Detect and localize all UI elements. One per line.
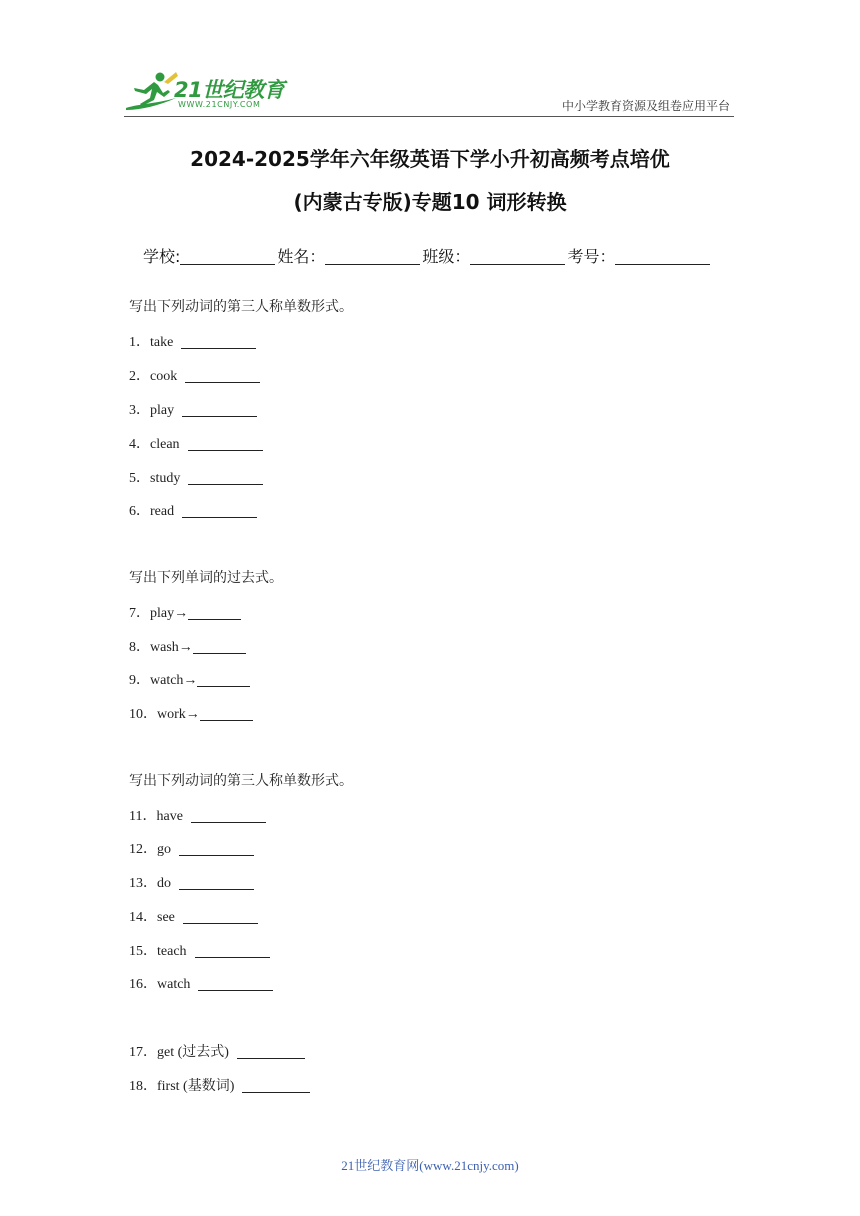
exam-number-blank[interactable] bbox=[615, 248, 710, 265]
answer-blank[interactable] bbox=[181, 334, 256, 349]
question-word: take bbox=[150, 335, 174, 350]
question-word: play→ bbox=[150, 606, 189, 621]
question-item bbox=[129, 602, 241, 622]
logo-text: 21世纪教育 bbox=[174, 78, 285, 102]
question-word: go bbox=[157, 842, 171, 857]
question-item bbox=[129, 500, 257, 520]
answer-blank[interactable] bbox=[179, 875, 254, 890]
answer-blank[interactable] bbox=[191, 808, 266, 823]
answer-blank[interactable] bbox=[198, 976, 273, 991]
question-word: work→ bbox=[157, 707, 200, 722]
class-blank[interactable] bbox=[470, 248, 565, 265]
question-item bbox=[129, 636, 246, 656]
question-number: 13． bbox=[129, 876, 157, 891]
exam-number-label: 考号： bbox=[567, 247, 616, 266]
question-number: 15． bbox=[129, 944, 157, 959]
question-item bbox=[129, 433, 263, 453]
question-item bbox=[129, 872, 254, 892]
platform-tagline: 中小学教育资源及组卷应用平台 bbox=[561, 99, 730, 113]
question-word: teach bbox=[157, 944, 187, 959]
answer-blank[interactable] bbox=[197, 672, 250, 687]
question-number: 2． bbox=[129, 369, 150, 384]
question-number: 17． bbox=[129, 1045, 157, 1060]
question-number: 9． bbox=[129, 673, 150, 688]
question-number: 4． bbox=[129, 437, 150, 452]
question-item bbox=[129, 669, 250, 689]
class-label: 班级： bbox=[422, 247, 471, 266]
section-instruction: 写出下列动词的第三人称单数形式。 bbox=[129, 773, 353, 789]
question-number: 8． bbox=[129, 640, 150, 655]
question-word: watch bbox=[157, 977, 191, 992]
question-number: 18． bbox=[129, 1079, 157, 1094]
question-item bbox=[129, 703, 253, 723]
page-header bbox=[0, 0, 860, 130]
question-number: 10． bbox=[129, 707, 157, 722]
question-number: 16． bbox=[129, 977, 157, 992]
question-item bbox=[129, 467, 263, 487]
logo bbox=[124, 70, 294, 114]
student-info-row bbox=[143, 244, 712, 267]
question-word: read bbox=[150, 504, 175, 519]
question-item bbox=[129, 1041, 305, 1061]
question-word: do bbox=[157, 876, 171, 891]
answer-blank[interactable] bbox=[183, 909, 258, 924]
question-item bbox=[129, 838, 254, 858]
question-number: 6． bbox=[129, 504, 150, 519]
school-label: 学校: bbox=[143, 247, 181, 266]
question-number: 7． bbox=[129, 606, 150, 621]
answer-blank[interactable] bbox=[242, 1078, 310, 1093]
page-title-line2: (内蒙古专版)专题10 词形转换 bbox=[293, 190, 567, 214]
runner-logo-icon bbox=[124, 70, 180, 114]
answer-blank[interactable] bbox=[188, 436, 263, 451]
question-number: 12． bbox=[129, 842, 157, 857]
question-word: get (过去式) bbox=[157, 1045, 229, 1060]
page-footer[interactable]: 21世纪教育网(www.21cnjy.com) bbox=[341, 1158, 519, 1173]
question-item bbox=[129, 331, 256, 351]
question-number: 1． bbox=[129, 335, 150, 350]
question-word: watch→ bbox=[150, 673, 198, 688]
question-number: 11． bbox=[129, 809, 157, 824]
section-instruction: 写出下列单词的过去式。 bbox=[129, 570, 283, 586]
page-title-line1: 2024-2025学年六年级英语下学小升初高频考点培优 bbox=[190, 147, 670, 171]
question-item bbox=[129, 805, 266, 825]
question-number: 5． bbox=[129, 471, 150, 486]
question-item bbox=[129, 399, 257, 419]
question-item bbox=[129, 940, 270, 960]
question-item bbox=[129, 365, 260, 385]
logo-subtext: WWW.21CNJY.COM bbox=[178, 100, 261, 109]
question-word: see bbox=[157, 910, 175, 925]
answer-blank[interactable] bbox=[193, 639, 246, 654]
answer-blank[interactable] bbox=[182, 503, 257, 518]
question-word: first (基数词) bbox=[157, 1079, 235, 1094]
answer-blank[interactable] bbox=[200, 706, 253, 721]
answer-blank[interactable] bbox=[237, 1044, 305, 1059]
question-item bbox=[129, 906, 258, 926]
question-word: cook bbox=[150, 369, 178, 384]
name-label: 姓名： bbox=[277, 247, 326, 266]
answer-blank[interactable] bbox=[188, 605, 241, 620]
name-blank[interactable] bbox=[325, 248, 420, 265]
answer-blank[interactable] bbox=[188, 470, 263, 485]
section-instruction: 写出下列动词的第三人称单数形式。 bbox=[129, 299, 353, 315]
question-word: clean bbox=[150, 437, 180, 452]
answer-blank[interactable] bbox=[182, 402, 257, 417]
question-word: study bbox=[150, 471, 181, 486]
question-item bbox=[129, 1075, 310, 1095]
question-number: 14． bbox=[129, 910, 157, 925]
answer-blank[interactable] bbox=[195, 943, 270, 958]
question-word: play bbox=[150, 403, 175, 418]
answer-blank[interactable] bbox=[185, 368, 260, 383]
answer-blank[interactable] bbox=[179, 841, 254, 856]
question-item bbox=[129, 973, 273, 993]
school-blank[interactable] bbox=[180, 248, 275, 265]
header-rule bbox=[124, 116, 734, 117]
question-word: wash→ bbox=[150, 640, 193, 655]
question-word: have bbox=[156, 809, 183, 824]
question-number: 3． bbox=[129, 403, 150, 418]
